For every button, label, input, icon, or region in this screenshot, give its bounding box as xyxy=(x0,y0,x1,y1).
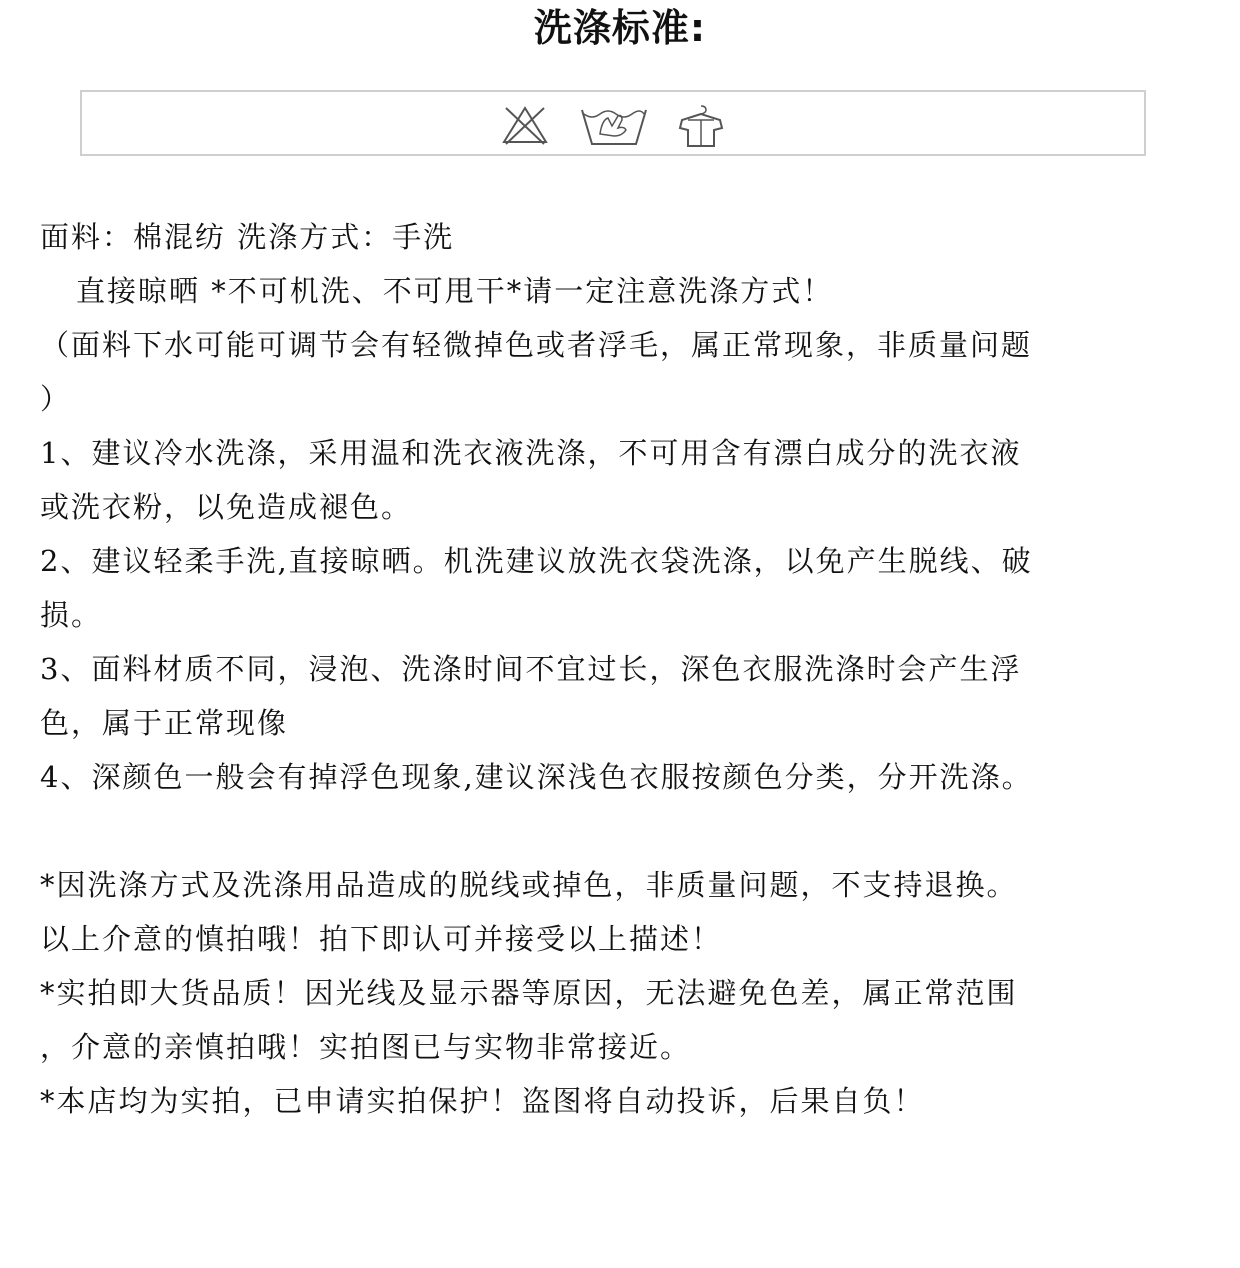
spacer xyxy=(40,804,1230,858)
instruction-1-cont: 或洗衣粉，以免造成褪色。 xyxy=(40,490,413,524)
instruction-2: 2、建议轻柔手洗,直接晾晒。机洗建议放洗衣袋洗涤，以免产生脱线、破 xyxy=(40,544,1033,578)
care-icons-box xyxy=(80,90,1146,156)
fabric-line: 面料：棉混纺 洗涤方式：手洗 xyxy=(40,220,455,254)
instruction-3: 3、面料材质不同，浸泡、洗涤时间不宜过长，深色衣服洗涤时会产生浮 xyxy=(40,652,1022,686)
disclaimer-1-cont: 以上介意的慎拍哦！拍下即认可并接受以上描述！ xyxy=(40,922,723,956)
no-bleach-icon xyxy=(500,102,550,148)
instruction-2-cont: 损。 xyxy=(40,598,103,632)
disclaimer-3: *本店均为实拍，已申请实拍保护！盗图将自动投诉，后果自负！ xyxy=(40,1084,925,1118)
color-note-line: （面料下水可能可调节会有轻微掉色或者浮毛，属正常现象，非质量问题 xyxy=(40,328,1033,362)
disclaimer-2: *实拍即大货品质！因光线及显示器等原因，无法避免色差，属正常范围 xyxy=(40,976,1018,1010)
instruction-3-cont: 色，属于正常现像 xyxy=(40,706,289,740)
page-title: 洗涤标准: xyxy=(533,6,707,50)
drying-line: 直接晾晒 *不可机洗、不可甩干*请一定注意洗涤方式！ xyxy=(76,274,834,308)
instruction-1: 1、建议冷水洗涤，采用温和洗衣液洗涤，不可用含有漂白成分的洗衣液 xyxy=(40,436,1022,470)
instruction-4: 4、深颜色一般会有掉浮色现象,建议深浅色衣服按颜色分类，分开洗涤。 xyxy=(40,760,1033,794)
hang-dry-icon xyxy=(676,102,726,148)
disclaimer-2-cont: ，介意的亲慎拍哦！实拍图已与实物非常接近。 xyxy=(40,1030,692,1064)
color-note-line-end: ） xyxy=(40,382,72,416)
hand-wash-icon xyxy=(578,102,650,148)
disclaimer-1: *因洗涤方式及洗涤用品造成的脱线或掉色，非质量问题，不支持退换。 xyxy=(40,868,1018,902)
care-instructions xyxy=(40,210,1230,1128)
